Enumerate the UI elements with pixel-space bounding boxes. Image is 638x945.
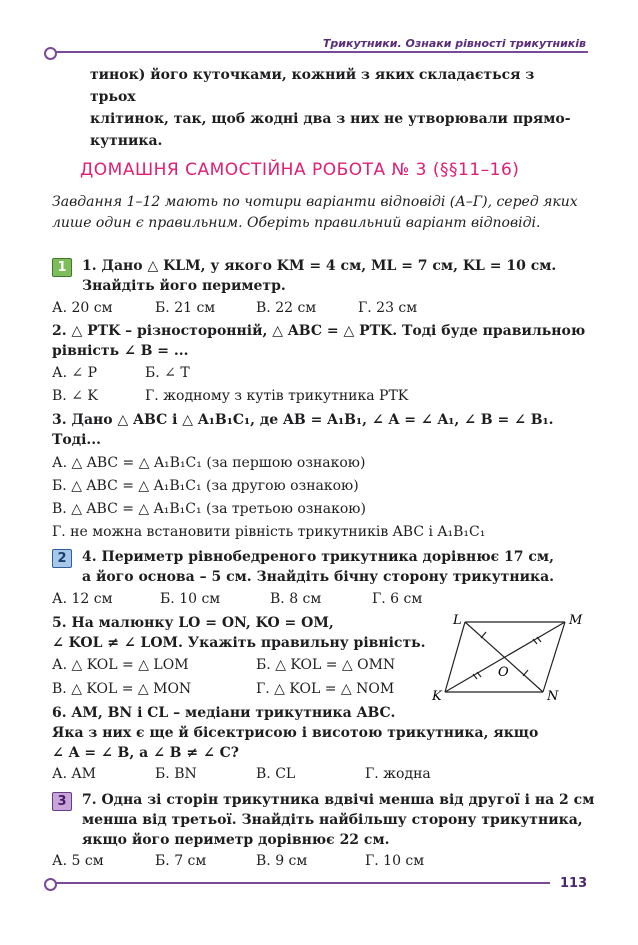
level-2-badge: 2 [52, 549, 72, 568]
page-number: 113 [560, 876, 588, 891]
q6-option-b[interactable]: Б. BN [155, 766, 197, 782]
q4-option-d[interactable]: Г. 6 см [372, 591, 423, 607]
q6-text-line3: ∠ A = ∠ B, а ∠ B ≠ ∠ C? [52, 745, 239, 761]
task-instructions: Завдання 1–12 мають по чотири варіанти відповіді (А–Г), серед яких лише один є правильним. Оберіть правильний варіант відповіді. [52, 194, 578, 231]
q3-text-line1: 3. Дано △ ABC і △ A₁B₁C₁, де AB = A₁B₁, ∠ A = ∠ A₁, ∠ B = ∠ B₁. [52, 412, 554, 428]
tick-on [523, 670, 528, 676]
level-3-badge: 3 [52, 792, 72, 811]
q5-option-b[interactable]: Б. △ KOL = △ OMN [256, 657, 396, 673]
header-rule-dot [44, 47, 57, 60]
label-m: M [569, 613, 583, 628]
q5-text-line2: ∠ KOL ≠ ∠ LOM. Укажіть правильну рівність. [52, 635, 426, 651]
q1-text-line1: 1. Дано △ KLM, у якого KM = 4 см, ML = 7 см, KL = 10 см. [82, 258, 557, 274]
q2-text-line2: рівність ∠ B = ... [52, 343, 189, 359]
q5-figure [425, 610, 590, 705]
q2-text-line1: 2. △ PTK – різносторонній, △ ABC = △ PTK. Тоді буде правильною [52, 323, 586, 339]
label-l: L [453, 613, 462, 628]
q4-option-a[interactable]: А. 12 см [52, 591, 113, 607]
level-1-badge: 1 [52, 258, 72, 277]
q6-text-line1: 6. AM, BN і CL – медіани трикутника ABC. [52, 705, 396, 721]
label-k: K [432, 689, 442, 704]
q7-option-d[interactable]: Г. 10 см [365, 853, 425, 869]
q3-text-line2: Тоді... [52, 432, 102, 448]
q3-option-d[interactable]: Г. не можна встановити рівність трикутників ABC і A₁B₁C₁ [52, 524, 486, 540]
q4-option-b[interactable]: Б. 10 см [160, 591, 221, 607]
q7-text-line3: якщо його периметр дорівнює 22 см. [82, 832, 390, 848]
q7-option-c[interactable]: В. 9 см [256, 853, 308, 869]
q7-text-line1: 7. Одна зі сторін трикутника вдвічі менша від другої і на 2 см [82, 792, 595, 808]
q1-text-line2: Знайдіть його периметр. [82, 278, 286, 294]
q6-text-line2: Яка з них є ще й бісектрисою і висотою трикутника, якщо [52, 725, 539, 741]
q4-option-c[interactable]: В. 8 см [270, 591, 322, 607]
q7-option-b[interactable]: Б. 7 см [155, 853, 207, 869]
q2-option-d[interactable]: Г. жодному з кутів трикутника PTK [145, 388, 409, 404]
label-o: O [498, 665, 509, 680]
q1-option-b[interactable]: Б. 21 см [155, 300, 216, 316]
diagonal-km [445, 622, 565, 692]
q6-option-a[interactable]: А. AM [52, 766, 96, 782]
q2-option-b[interactable]: Б. ∠ T [145, 365, 190, 381]
q7-option-a[interactable]: А. 5 см [52, 853, 104, 869]
q6-option-d[interactable]: Г. жодна [365, 766, 431, 782]
q5-option-c[interactable]: В. △ KOL = △ MON [52, 681, 192, 697]
footer-rule-dot [44, 878, 57, 891]
q7-text-line2: менша від третьої. Знайдіть найбільшу сторону трикутника, [82, 812, 583, 828]
q6-option-c[interactable]: В. CL [256, 766, 296, 782]
section-title: ДОМАШНЯ САМОСТІЙНА РОБОТА № 3 (§§11–16) [80, 160, 520, 180]
header-rule [50, 51, 588, 53]
q2-option-a[interactable]: А. ∠ P [52, 365, 98, 381]
q1-option-d[interactable]: Г. 23 см [358, 300, 418, 316]
intro-line: кутника. [90, 133, 163, 149]
q5-option-d[interactable]: Г. △ KOL = △ NOM [256, 681, 395, 697]
label-n: N [547, 689, 559, 704]
q4-text-line1: 4. Периметр рівнобедреного трикутника дорівнює 17 см, [82, 549, 554, 565]
intro-line: тинок) його куточками, кожний з яких складається з трьох [90, 67, 535, 105]
previous-task-tail [90, 64, 582, 152]
footer-rule [50, 882, 550, 884]
running-header: Трикутники. Ознаки рівності трикутників [322, 37, 586, 50]
tick-lo [481, 632, 486, 638]
q2-option-c[interactable]: В. ∠ K [52, 388, 98, 404]
q3-option-a[interactable]: А. △ ABC = △ A₁B₁C₁ (за першою ознакою) [52, 455, 366, 471]
q5-option-a[interactable]: А. △ KOL = △ LOM [52, 657, 189, 673]
q3-option-c[interactable]: В. △ ABC = △ A₁B₁C₁ (за третьою ознакою) [52, 501, 366, 517]
intro-line: клітинок, так, щоб жодні два з них не утворювали прямо- [90, 111, 571, 127]
q4-text-line2: а його основа – 5 см. Знайдіть бічну сторону трикутника. [82, 569, 555, 585]
q3-option-b[interactable]: Б. △ ABC = △ A₁B₁C₁ (за другою ознакою) [52, 478, 359, 494]
q1-option-c[interactable]: В. 22 см [256, 300, 317, 316]
q5-text-line1: 5. На малюнку LO = ON, KO = OM, [52, 615, 334, 631]
q1-option-a[interactable]: А. 20 см [52, 300, 113, 316]
